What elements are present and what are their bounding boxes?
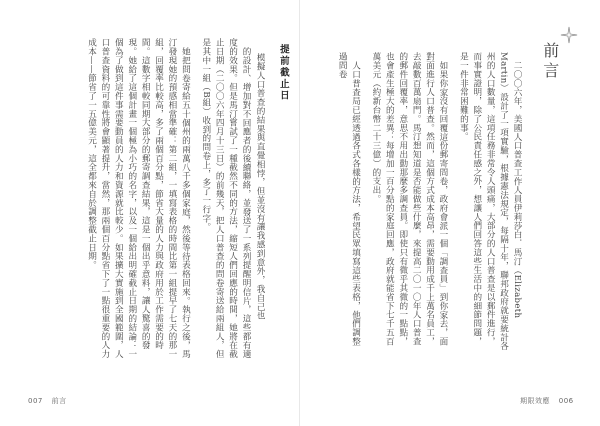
book-spine [299,0,300,426]
page-number: 007 [28,397,43,405]
section-body [254,44,266,324]
paragraph: 如果你家沒有回覆這份郵寄問卷，政府會派一個「調查員」到你家去，面對面進行人口普查。然而，這個方式成本高昂，需要動用成千上萬名員工，去敲數百萬扇門。馬汀想知道是否能做些什麼，來提高二〇一〇年人口普查的郵件回覆率，意思不用出動那麼多調查員。即使只有微乎其微的一點點，也會產生極大的差異：每增加一百分點的家庭回應，政府就能省下七千五百萬美元（約新台幣二十三億）的支出。 [370,52,448,346]
paragraph: 二〇〇六年，美國人口普查工作人員伊莉莎白．馬汀（Elizabeth Martin）設計了一項實驗，根據憲法規定，每隔十年，聯邦政府就要統計各州的人口數量，這項任務非常令人頭痛，大部分的人口普查是以郵件進行，而事實證明，除了公民責任感之外，想讓人們回答這些生活中的細節問題，是一件非常困難的事。 [458,52,522,351]
right-footer [520,396,580,406]
page-number: 006 [558,397,574,405]
paragraph: 模擬人口普查的結果與直覺相悖，但並沒有讓我感到意外，我自己也 [255,52,265,320]
running-header: 前言 [51,397,67,405]
section-heading: 提前截止日 [277,44,289,102]
chapter-title: 前言 [540,42,560,82]
running-header: 期限效應 [520,397,550,405]
left-page-body [14,38,252,362]
paragraph: 她把問卷寄給五十個州的兩萬八千多個家庭，然後等待表格回來。執行之後，馬汀發現她的預感相當準確：第二組，一填寫表格的時間比第一組提早了七天的那一組，回覆率比較高，多了兩個百分點，節省大量的人力與政府用於工作需要的時間。這數字相較同期大部分的郵寄調查結果，這是一個出乎意料，讓人驚喜的發現。她給了這個計畫一個極為小巧的名字，以及一個給出明確截止日期的結論：一個為了做到這件事需要動員的人力和資源就比較少。如果擴大實施到全國範圍，人口普查資料的可靠性將會顯著提升，當然，那兩個百分點省下了一點很重要的人力成本——節省了一五億美元，這全都來自於調整截止日期。 [86,38,191,359]
sparkle-star-icon [560,26,578,44]
left-footer [22,396,67,406]
right-page-body [318,52,523,352]
paragraph: 人口普查局已經透過各式各樣的方法，希望民眾填寫這些表格，他們調整過問卷 [337,52,361,346]
paragraph: 的設計、增加對不回應者的後續聯絡，並發送了一系列提醒明信片，這些都有適度的效果。但是馬汀嘗試了一種截然不同的方法，縮短人們回應的時間，她將在截止日期（二〇〇六年四月十三日）的前幾天，把人口普查的問卷寄送給兩組人，但是其中一組（B組）收到的問卷上，多了一行字。 [200,38,251,359]
